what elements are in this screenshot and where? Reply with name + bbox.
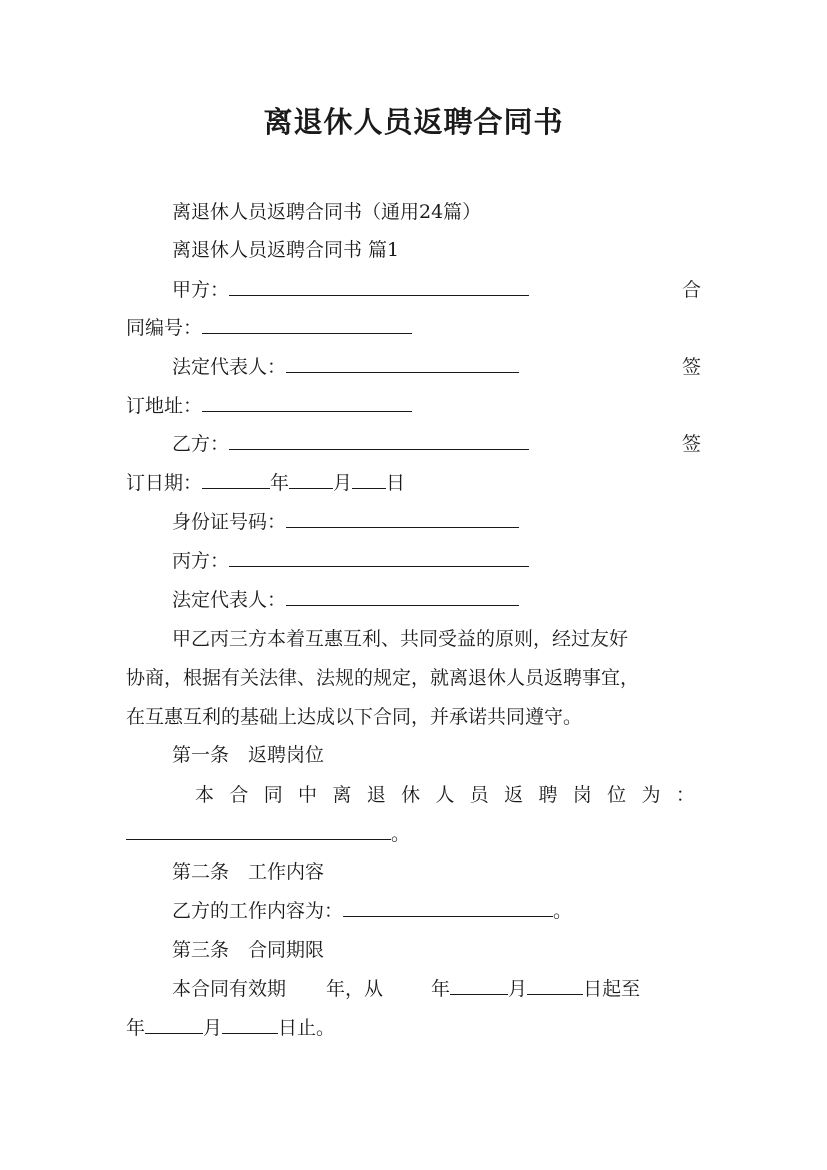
legal-rep2-blank[interactable] [286,588,519,606]
sign-address-label-start: 签 [682,356,702,378]
sign-address-blank[interactable] [202,394,412,412]
contract-no-field [126,316,412,340]
article-3-start-day-blank[interactable] [527,977,583,995]
party-b-blank[interactable] [229,432,529,450]
article-1-end-mark: 。 [391,823,411,845]
contract-no-label-start: 合 [682,279,702,301]
legal-rep2-label: 法定代表人： [172,589,287,611]
party-a-blank[interactable] [229,278,529,296]
article-1-char: 休 [401,784,421,806]
article-1-char: 中 [298,784,318,806]
article-1-char: ： [675,784,695,806]
sign-date-day-label: 日 [386,472,406,494]
article-3-end-month-label: 月 [203,1017,223,1039]
article-2-heading: 第二条 工作内容 [172,861,325,883]
article-1-char: 岗 [572,784,592,806]
article-1-char: 离 [332,784,352,806]
sign-date-field [126,471,405,495]
article-2-text [172,899,572,923]
party-b-label: 乙方： [172,433,230,455]
intro-line-2: 协商，根据有关法律、法规的规定，就离退休人员返聘事宜， [126,667,640,689]
article-3-end-month-blank[interactable] [145,1016,203,1034]
article-1-char: 聘 [538,784,558,806]
party-c-field [172,549,529,573]
legal-rep-field [172,355,519,379]
sign-date-label-start: 签 [682,433,702,455]
article-1-char: 合 [229,784,249,806]
article-3-text-b: 年，从 [326,978,384,1000]
document-title: 离退休人员返聘合同书 [263,105,564,139]
article-3-end-year-label: 年 [126,1017,146,1039]
sign-address-field [126,394,412,418]
sign-date-month-label: 月 [333,472,353,494]
subtitle: 离退休人员返聘合同书（通用24篇） [172,201,482,223]
contract-no-blank[interactable] [202,316,412,334]
sign-date-day-blank[interactable] [352,471,386,489]
article-1-text [195,783,695,807]
article-3-from-label: 日起至 [583,978,641,1000]
party-a-label: 甲方： [172,279,230,301]
article-3-line-2 [126,1016,335,1040]
sign-date-year-blank[interactable] [202,471,270,489]
article-1-char: 本 [195,784,215,806]
legal-rep-label: 法定代表人： [172,356,287,378]
article-3-month-label: 月 [508,978,528,1000]
intro-line-3: 在互惠互利的基础上达成以下合同，并承诺共同遵守。 [126,706,583,728]
article-1-char: 退 [366,784,386,806]
article-1-char: 同 [263,784,283,806]
article-1-char: 位 [607,784,627,806]
id-number-field [172,510,519,534]
sign-date-label: 订日期： [126,472,203,494]
sign-date-year-label: 年 [270,472,290,494]
article-2-content-blank[interactable] [343,899,553,917]
article-1-char: 员 [469,784,489,806]
article-1-heading: 第一条 返聘岗位 [172,744,325,766]
party-a-field [172,278,529,302]
sign-address-label: 订地址： [126,395,203,417]
party-c-blank[interactable] [229,549,529,567]
id-number-blank[interactable] [286,510,519,528]
legal-rep2-field [172,588,519,612]
article-3-line-1 [172,977,640,1001]
contract-no-label: 同编号： [126,317,203,339]
party-c-label: 丙方： [172,550,230,572]
article-2-label: 乙方的工作内容为： [172,900,344,922]
intro-line-1: 甲乙丙三方本着互惠互利、共同受益的原则，经过友好 [172,628,629,650]
article-1-position-blank[interactable] [126,822,391,840]
article-3-end-label: 日止。 [278,1017,336,1039]
article-1-char: 返 [504,784,524,806]
article-3-year-label: 年 [431,978,451,1000]
id-number-label: 身份证号码： [172,511,287,533]
article-2-end-mark: 。 [553,900,573,922]
article-1-char: 为 [641,784,661,806]
section-heading: 离退休人员返聘合同书 篇1 [172,239,400,261]
article-3-end-day-blank[interactable] [222,1016,278,1034]
sign-date-month-blank[interactable] [289,471,333,489]
article-3-text-a: 本合同有效期 [172,978,287,1000]
legal-rep-blank[interactable] [286,355,519,373]
article-1-char: 人 [435,784,455,806]
article-1-blank-line [126,822,410,846]
article-3-start-month-blank[interactable] [450,977,508,995]
article-3-heading: 第三条 合同期限 [172,939,325,961]
party-b-field [172,432,529,456]
